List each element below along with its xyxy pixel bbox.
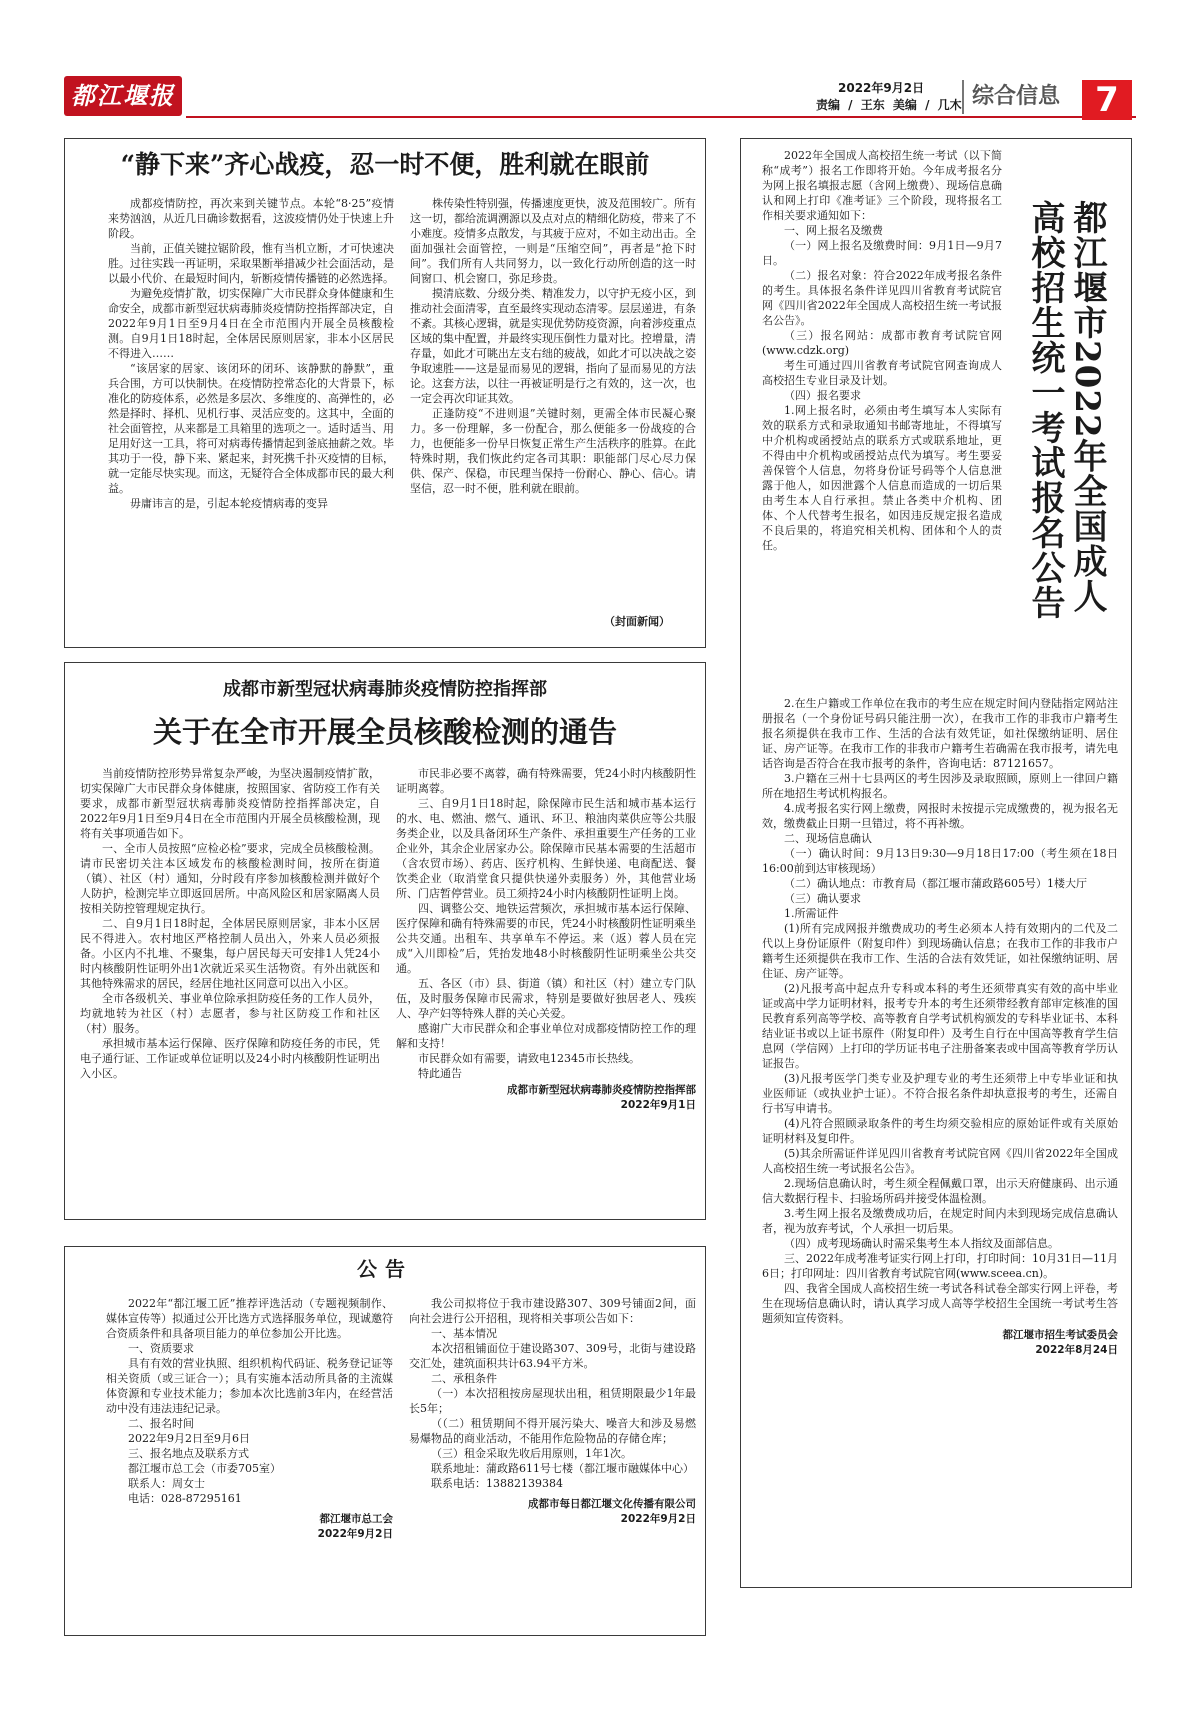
paragraph: 2022年全国成人高校招生统一考试（以下简称“成考”）报名工作即将开始。今年成考报名分为网上报名填报志愿（含网上缴费）、现场信息确认和网上打印《准考证》三个阶段，现将报名工作相关要求通知如下： [762,149,1002,222]
paragraph: 全市各级机关、事业单位除承担防疫任务的工作人员外，均就地转为社区（村）志愿者，参与社区防疫工作和社区（村）服务。 [80,992,380,1035]
paragraph: 具有有效的营业执照、组织机构代码证、税务登记证等相关资质（或三证合一）；具有实施本活动所具备的主流媒体资源和专业技术能力；参加本次比选前3年内，在经营活动中没有违法违纪记录。 [106,1357,393,1415]
article2-body [80,766,696,1211]
paragraph: （一）本次招租按房屋现状出租，租赁期限最少1年最长5年； [409,1387,696,1415]
notice-col2 [409,1296,696,1626]
exam-lower-body [762,696,1118,1580]
article1-source: （封面新闻） [604,615,670,628]
paragraph: (1)所有完成网报并缴费成功的考生必须本人持有效期内的二代及二代以上身份证原件（附复印件）到现场确认信息；在我市工作的非我市户籍考生还须提供在我市工作、生活的合法有效凭证，如社保缴纳证明、居住证、房产证等。 [762,922,1118,980]
paragraph: 摸清底数、分级分类、精准发力，以守护无疫小区，到推动社会面清零，直至最终实现动态清零。层层递进，有条不紊。其核心逻辑，就是实现优势防疫资源，向着涉疫重点区域的集中配置，并最终实现压倒性力量对比。控增量，清存量，如此才可眺出左支右绌的疲战，如此才可以决战之姿争取速胜——这是显而易见的逻辑，指向了显而易见的方法论。这套方法，以往一再被证明是行之有效的，这一次，也一定会再次印证其效。 [410,287,696,405]
paragraph: 2.现场信息确认时，考生须全程佩戴口罩，出示天府健康码、出示通信大数据行程卡、扫验场所码并接受体温检测。 [762,1177,1118,1205]
paragraph: 正逢防疫“不进则退”关键时刻，更需全体市民凝心聚力。多一份理解，多一份配合，那么便能多一份战疫的合力，也便能多一份早日恢复正常生产生活秩序的胜算。在此特殊时期，我们恢此约定各司其职：职能部门尽心尽力保供、保产、保稳，市民理当保持一份耐心、静心、信心。请坚信，忍一时不便，胜利就在眼前。 [410,407,696,495]
article1-col1 [108,196,394,636]
paragraph: （四）报名要求 [784,389,861,402]
paragraph: 三、报名地点及联系方式 [128,1447,249,1460]
exam-title: 都江堰市2022年全国成人高校招生统一考试报名公告 [1025,200,1107,620]
paragraph: 一、全市人员按照“应检必检”要求，完成全员核酸检测。请市民密切关注本区域发布的核酸检测时间，按所在街道（镇）、社区（村）通知，分时段有序参加核酸检测并做好个人防护，检测完毕立即返回居所。中高风险区和居家隔离人员按相关防控管理规定执行。 [80,842,380,915]
article1-title: “静下来”齐心战疫，忍一时不便，胜利就在眼前 [120,150,650,179]
paragraph: 4.成考报名实行网上缴费，网报时未按提示完成缴费的，视为报名无效，缴费截止日期一旦错过，将不再补缴。 [762,802,1118,830]
paragraph: (4)凡符合照顾录取条件的考生均须交验相应的原始证件或有关原始证明材料及复印件。 [762,1117,1118,1145]
editors: 责编 / 王东 美编 / 几木 [816,98,962,112]
paragraph: 2022年9月2日至9月6日 [128,1432,250,1445]
paragraph: 本次招租铺面位于建设路307、309号，北街与建设路交汇处，建筑面积共计63.94平方米。 [409,1342,696,1370]
notice-col2-date: 2022年9月2日 [620,1513,696,1525]
paragraph: 1.所需证件 [784,907,839,920]
notice-col1 [106,1296,393,1626]
paragraph: 毋庸讳言的是，引起本轮疫情病毒的变异 [130,497,328,510]
paragraph: 五、各区（市）县、街道（镇）和社区（村）建立专门队伍，及时服务保障市民需求，特别是要做好独居老人、残疾人、孕产妇等特殊人群的关心关爱。 [396,977,696,1020]
paragraph: 都江堰市总工会（市委705室） [128,1462,281,1475]
masthead-logo: 都江堰报 [64,76,182,116]
article2-title: 关于在全市开展全员核酸检测的通告 [152,715,617,749]
paragraph: (2)凡报考高中起点升专科或本科的考生还须带真实有效的高中毕业证或高中学力证明材料，报考专升本的考生还须带经教育部审定核准的国民教育系列高等学校、高等教育自学考试机构颁发的专科毕业证书、本科结业证书或以上证书原件（附复印件）及考生自行在中国高等教育学生信息网（学信网）上打印的学历证书电子注册备案表或中国高等教育学历认证报告。 [762,982,1118,1070]
paragraph: 我公司拟将位于我市建设路307、309号铺面2间，面向社会进行公开招租，现将相关事项公告如下： [409,1297,696,1325]
notice-title: 公告 [357,1257,413,1281]
paragraph: 感谢广大市民群众和企事业单位对成都疫情防控工作的理解和支持！ [396,1022,696,1050]
paragraph: （（二）租赁期间不得开展污染大、噪音大和涉及易燃易爆物品的商业活动，不能用作危险物品的存储仓库； [409,1417,696,1445]
paragraph: 一、资质要求 [128,1342,194,1355]
paragraph: 联系地址：蒲政路611号七楼（都江堰市融媒体中心） [431,1462,694,1475]
page-number: 7 [1082,80,1132,120]
paragraph: 一、网上报名及缴费 [784,224,883,237]
paragraph: 市民群众如有需要，请致电12345市长热线。 [418,1052,640,1065]
paragraph: （一）确认时间：9月13日9:30—9月18日17:00（考生须在18日16:00前到达审核现场） [762,847,1118,875]
paragraph: 电话：028-87295161 [128,1492,242,1505]
header-divider [962,80,964,114]
paragraph: 承担城市基本运行保障、医疗保障和防疫任务的市民，凭电子通行证、工作证或单位证明以及24小时内核酸阴性证明出入小区。 [80,1037,380,1080]
article2-col1 [80,766,380,1211]
paragraph: 1.网上报名时，必须由考生填写本人实际有效的联系方式和录取通知书邮寄地址，不得填写中介机构或函授站点的联系方式或联系地址，更不得由中介机构或函授站点代为填写。考生要妥善保管个人信息，勿将身份证号码等个人信息泄露于他人，如因泄露个人信息而造成的一切后果由考生本人自行承担。禁止各类中介机构、团体、个人代替考生报名，如因违反规定报名造成不良后果的，将追究相关机构、团体和个人的责任。 [762,404,1002,552]
paragraph: 市民非必要不离蓉，确有特殊需要，凭24小时内核酸阴性证明离蓉。 [396,767,696,795]
article2-issuer: 成都市新型冠状病毒肺炎疫情防控指挥部 [223,679,547,700]
paragraph: （二）报名对象：符合2022年成考报名条件的考生。具体报名条件详见四川省教育考试院官网《四川省2022年全国成人高校招生统一考试报名公告》。 [762,269,1002,327]
issue-date: 2022年9月2日 [838,81,925,95]
paragraph: 四、调整公交、地铁运营频次，承担城市基本运行保障、医疗保障和确有特殊需要的市民，凭24小时核酸阴性证明乘坐公共交通。出租车、共享单车不停运。来（返）蓉人员在完成“入川即检”后，凭抬发地48小时核酸阴性证明乘坐公共交通。 [396,902,696,975]
article2-sign: 成都市新型冠状病毒肺炎疫情防控指挥部 [507,1084,696,1096]
notice-col1-date: 2022年9月2日 [317,1528,393,1540]
paragraph: 成都疫情防控，再次来到关键节点。本轮“8·25”疫情来势汹汹，从近几日确诊数据看，这波疫情仍处于快速上升阶段。 [108,197,394,240]
paragraph: 株传染性特别强，传播速度更快，波及范围较广。所有这一切，都给流调溯源以及点对点的精细化防疫，带来了不小难度。疫情多点散发，与其疲于应对，不如主动出击。全面加强社会面管控，一则是“压缩空间”，再者是“抢下时间”。我们所有人共同努力，以一致化行动所创造的这一时间窗口、机会窗口，弥足珍贵。 [410,197,696,285]
paragraph: 三、自9月1日18时起，除保障市民生活和城市基本运行的水、电、燃油、燃气、通讯、环卫、粮油肉菜供应等公共服务类企业，以及具备闭环生产条件、承担重要生产任务的工业企业外，其余企业居家办公。除保障市民基本需要的生活超市（含农贸市场）、药店、医疗机构、生鲜快递、电商配送、餐饮类企业（取消堂食只提供快递外卖服务）外，其他营业场所、门店暂停营业。员工须持24小时内核酸阴性证明上岗。 [396,797,696,900]
paragraph: (5)其余所需证件详见四川省教育考试院官网《四川省2022年全国成人高校招生统一考试报名公告》。 [762,1147,1118,1175]
paragraph: （四）成考现场确认时需采集考生本人指纹及面部信息。 [784,1237,1059,1250]
notice-body [106,1296,696,1626]
paragraph: 当前疫情防控形势异常复杂严峻，为坚决遏制疫情扩散，切实保障广大市民群众身体健康，按照国家、省防疫工作有关要求，成都市新型冠状病毒肺炎疫情防控指挥部决定，自2022年9月1日至9月4日在全市范围内开展全员核酸检测，现将有关事项通告如下。 [80,767,380,840]
paragraph: （三）确认要求 [784,892,861,905]
article1-col2 [410,196,696,636]
paragraph: (3)凡报考医学门类专业及护理专业的考生还须带上中专毕业证和执业医师证（或执业护士证）。不符合报名条件却执意报考的考生，还需自行书写申请书。 [762,1072,1118,1115]
header-rule [186,116,1136,118]
paragraph: 三、2022年成考准考证实行网上打印，打印时间：10月31日—11月6日；打印网址：四川省教育考试院官网(www.sceea.cn)。 [762,1252,1118,1280]
exam-sign: 都江堰市招生考试委员会 [1002,1329,1118,1341]
paragraph: （二）确认地点：市教育局（都江堰市蒲政路605号）1楼大厅 [784,877,1087,890]
paragraph: 二、自9月1日18时起，全体居民原则居家，非本小区居民不得进入。农村地区严格控制人员出入，外来人员必须报备。小区内不扎堆、不聚集，每户居民每天可安排1人凭24小时内核酸阴性证明外出1次就近采买生活物资。有外出就医和其他特殊需求的居民，经居住地社区同意可以出入小区。 [80,917,380,990]
paragraph: 联系电话：13882139384 [431,1477,563,1490]
paragraph: 为避免疫情扩散，切实保障广大市民群众身体健康和生命安全，成都市新型冠状病毒肺炎疫情防控指挥部决定，自2022年9月1日至9月4日在全市范围内开展全员核酸检测。自9月1日18时起，全体居民原则居家，非本小区居民不得进入…… [108,287,394,360]
paragraph: 一、基本情况 [431,1327,497,1340]
paragraph: （三）租金采取先收后用原则，1年1次。 [431,1447,632,1460]
article1-body [108,196,696,636]
paragraph: 二、报名时间 [128,1417,194,1430]
notice-col1-sign: 都江堰市总工会 [319,1513,393,1525]
paragraph: 2.在生户籍或工作单位在我市的考生应在规定时间内登陆指定网站注册报名（一个身份证号码只能注册一次），在我市工作的非我市户籍考生报名须提供在我市工作、生活的合法有效凭证，如社保缴纳证明、居住证、房产证等。在我市工作的非我市户籍考生若确需在我市报考，请先电话咨询是否符合在我市报考的条件，咨询电话：87121657。 [762,697,1118,770]
notice-col2-sign: 成都市每日都江堰文化传播有限公司 [528,1498,696,1510]
paragraph: 四、我省全国成人高校招生统一考试各科试卷全部实行网上评卷，考生在现场信息确认时，请认真学习成人高等学校招生全国统一考试考生答题须知宣传资料。 [762,1282,1118,1325]
article2-col2 [396,766,696,1211]
paragraph: 2022年“都江堰工匠”推荐评选活动（专题视频制作、媒体宣传等）拟通过公开比选方式选择服务单位，现诚邀符合资质条件和具备项目能力的单位参加公开比选。 [106,1297,393,1340]
article2-date: 2022年9月1日 [620,1099,696,1111]
paragraph: （三）报名网站：成都市教育考试院官网(www.cdzk.org) [762,329,1002,357]
paragraph: 联系人：周女士 [128,1477,205,1490]
paragraph: 考生可通过四川省教育考试院官网查询成人高校招生专业目录及计划。 [762,359,1002,387]
paragraph: 3.户籍在三州十七县两区的考生因涉及录取照顾，原则上一律回户籍所在地招生考试机构报名。 [762,772,1118,800]
paragraph: “该居家的居家、该闭环的闭环、该静默的静默”，重兵合围，方可以快制快。在疫情防控常态化的大背景下，标准化的防疫体系，必然是多层次、多维度的、高弹性的，必然是择时、择机、见机行事、灵活应变的。这其中，全面的社会面管控，从来都是工具箱里的选项之一。适时适当、用足用好这一工具，将可对病毒传播情起到釜底抽薪之效。毕其功于一役，静下来、紧起来，封死携千扑灭疫情的目标，就一定能尽快实现。而这，无疑符合全体成都市民的最大利益。 [108,362,394,495]
section-name: 综合信息 [972,84,1061,109]
paragraph: （一）网上报名及缴费时间：9月1日—9月7日。 [762,239,1002,267]
paragraph: 二、现场信息确认 [784,832,872,845]
paragraph: 3.考生网上报名及缴费成功后，在规定时间内未到现场完成信息确认者，视为放弃考试，个人承担一切后果。 [762,1207,1118,1235]
exam-upper-body [762,148,1002,698]
paragraph: 当前，正值关键拉锯阶段，惟有当机立断，才可快速决胜。过往实践一再证明，采取果断举措减少社会面活动，是以最小代价、在最短时间内，斩断疫情传播链的必然选择。 [108,242,394,285]
paragraph: 二、承租条件 [431,1372,497,1385]
exam-date: 2022年8月24日 [1035,1344,1118,1356]
paragraph: 特此通告 [418,1067,462,1080]
